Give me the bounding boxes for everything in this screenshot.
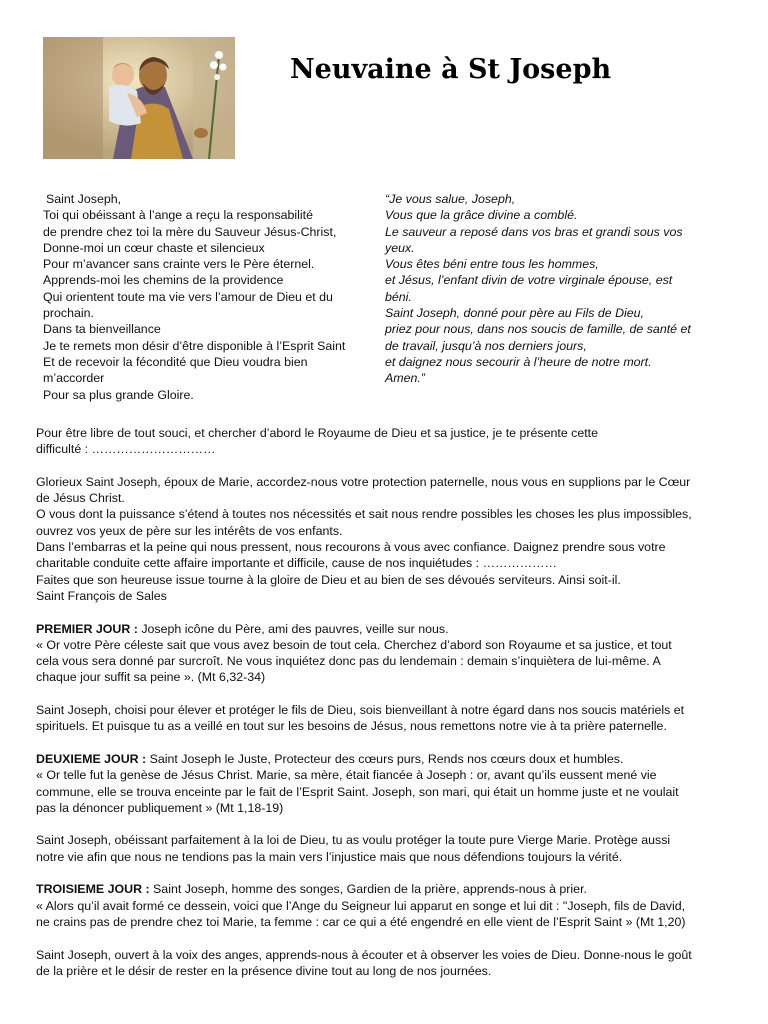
day2-quote-line: « Or telle fut la genèse de Jésus Christ. Marie, sa mère, était fiancée à Joseph : or, avant qu’ils eussent mené vie xyxy=(36,768,657,783)
day1-prayer-line: Saint Joseph, choisi pour élever et protéger le fils de Dieu, sois bienveillant à notre égard dans nos soucis matériels et xyxy=(36,703,685,718)
prayer-line: de prendre chez toi la mère du Sauveur Jésus-Christ, xyxy=(43,224,337,239)
day3-quote-line: ne crains pas de prendre chez toi Marie, ta femme : car ce qui a été engendré en elle vient de l’Esprit Saint » (Mt 1,20) xyxy=(36,914,686,929)
page-title: Neuvaine à St Joseph xyxy=(290,54,612,85)
day1-quote-line: chaque jour suffit sa peine ». (Mt 6,32-34) xyxy=(36,670,266,685)
day1-quote-line: cela vous sera donné par surcroît. Ne vous inquiétez donc pas du lendemain : demain s’inquiètera de lui-même. A xyxy=(36,654,661,669)
prayer-line: Saint Joseph, xyxy=(46,192,122,206)
prayer-line: Vous êtes béni entre tous les hommes, xyxy=(385,257,599,272)
prayer-line: priez pour nous, dans nos soucis de famille, de santé et xyxy=(385,322,691,337)
day3-heading: TROISIEME JOUR : Saint Joseph, homme des songes, Gardien de la prière, apprends-nous à prier. xyxy=(36,882,587,897)
prayer-line: “Je vous salue, Joseph, xyxy=(385,192,516,206)
prayer-line: béni. xyxy=(385,289,412,304)
day2-prayer-line: Saint Joseph, obéissant parfaitement à la loi de Dieu, tu as voulu protéger la toute pure Vierge Marie. Protège aussi xyxy=(36,833,671,848)
prayer-line: Vous que la grâce divine a comblé. xyxy=(385,208,578,223)
intro-line: difficulté : ………………………… xyxy=(36,442,216,457)
day2-quote-line: commune, elle se trouva enceinte par le fait de l’Esprit Saint. Joseph, son mari, qui était un homme juste et ne voulait xyxy=(36,784,679,799)
prayer-line: prochain. xyxy=(43,306,94,321)
novena-body xyxy=(36,425,736,979)
prayer-line: Donne-moi un cœur chaste et silencieux xyxy=(43,240,265,255)
prayer-line: Pour m’avancer sans crainte vers le Père éternel. xyxy=(43,257,315,272)
glorieux-line: ouvrez vos yeux de père sur les intérêts de vos enfants. xyxy=(36,523,343,538)
prayer-line: Dans ta bienveillance xyxy=(43,322,161,337)
day3-label: TROISIEME JOUR : xyxy=(36,882,150,897)
prayer-line: Pour sa plus grande Gloire. xyxy=(43,387,194,402)
day3-prayer-line: Saint Joseph, ouvert à la voix des anges, apprends-nous à écouter et à observer les voies de Dieu. Donne-nous le goût xyxy=(36,947,692,962)
glorieux-line: Faites que son heureuse issue tourne à la gloire de Dieu et au bien de ses dévoués serviteurs. Ainsi soit-il. xyxy=(36,572,621,587)
glorieux-line: Dans l’embarras et la peine qui nous pressent, nous recourons à vous avec confiance. Daignez prendre sous votre xyxy=(36,540,666,555)
prayer-line: Toi qui obéissant à l’ange a reçu la responsabilité xyxy=(43,208,314,223)
prayer-line: Le sauveur a reposé dans vos bras et grandi sous vos xyxy=(385,224,683,239)
prayer-line: et Jésus, l’enfant divin de votre virginale épouse, est xyxy=(385,273,673,288)
day2-heading: DEUXIEME JOUR : Saint Joseph le Juste, Protecteur des cœurs purs, Rends nos cœurs doux et humbles. xyxy=(36,751,624,766)
glorieux-line: charitable conduite cette affaire importante et difficile, cause de nos inquiétudes : ……………… xyxy=(36,556,557,571)
right-prayer xyxy=(385,191,715,387)
glorieux-line: O vous dont la puissance s’étend à toutes nos nécessités et sait nous rendre possibles les choses les plus impossibles, xyxy=(36,507,692,522)
day2-prayer-line: notre vie afin que nous ne tendions pas la main vers l’injustice mais que nous défendions toujours la vérité. xyxy=(36,849,623,864)
author-line: Saint François de Sales xyxy=(36,588,167,603)
day1-prayer-line: spirituels. Et puisque tu as a veillé en tout sur les besoins de Jésus, nous remettons notre vie à ta prière paternelle. xyxy=(36,719,667,734)
prayer-line: yeux. xyxy=(385,240,415,255)
day1-heading: PREMIER JOUR : Joseph icône du Père, ami des pauvres, veille sur nous. xyxy=(36,621,449,636)
day2-quote-line: pas la dénoncer publiquement » (Mt 1,18-19) xyxy=(36,800,284,815)
prayer-line: Amen.” xyxy=(385,371,425,386)
prayer-line: de travail, jusqu’à nos derniers jours, xyxy=(385,338,587,353)
st-joseph-painting xyxy=(43,37,235,159)
glorieux-line: de Jésus Christ. xyxy=(36,491,125,506)
day3-prayer-line: de la prière et le désir de rester en la présence divine tout au long de nos journées. xyxy=(36,963,492,978)
day1-label: PREMIER JOUR : xyxy=(36,621,138,636)
prayer-line: m’accorder xyxy=(43,371,105,386)
left-prayer xyxy=(43,191,373,403)
glorieux-line: Glorieux Saint Joseph, époux de Marie, accordez-nous votre protection paternelle, nous vous en supplions par le Cœur xyxy=(36,474,691,489)
day1-quote-line: « Or votre Père céleste sait que vous avez besoin de tout cela. Cherchez d’abord son Royaume et sa justice, et tout xyxy=(36,637,672,652)
intro-line: Pour être libre de tout souci, et chercher d’abord le Royaume de Dieu et sa justice, je te présente cette xyxy=(36,426,599,440)
prayer-line: Je te remets mon désir d’être disponible à l’Esprit Saint xyxy=(43,338,346,353)
prayer-line: Qui orientent toute ma vie vers l’amour de Dieu et du xyxy=(43,289,333,304)
day2-label: DEUXIEME JOUR : xyxy=(36,751,147,766)
prayer-line: Saint Joseph, donné pour père au Fils de Dieu, xyxy=(385,306,644,321)
prayer-line: Apprends-moi les chemins de la providence xyxy=(43,273,284,288)
prayer-line: et daignez nous secourir à l’heure de notre mort. xyxy=(385,354,652,369)
day3-quote-line: « Alors qu’il avait formé ce dessein, voici que l’Ange du Seigneur lui apparut en songe et lui dit : "Joseph, fils de David, xyxy=(36,898,686,913)
prayer-line: Et de recevoir la fécondité que Dieu voudra bien xyxy=(43,354,308,369)
